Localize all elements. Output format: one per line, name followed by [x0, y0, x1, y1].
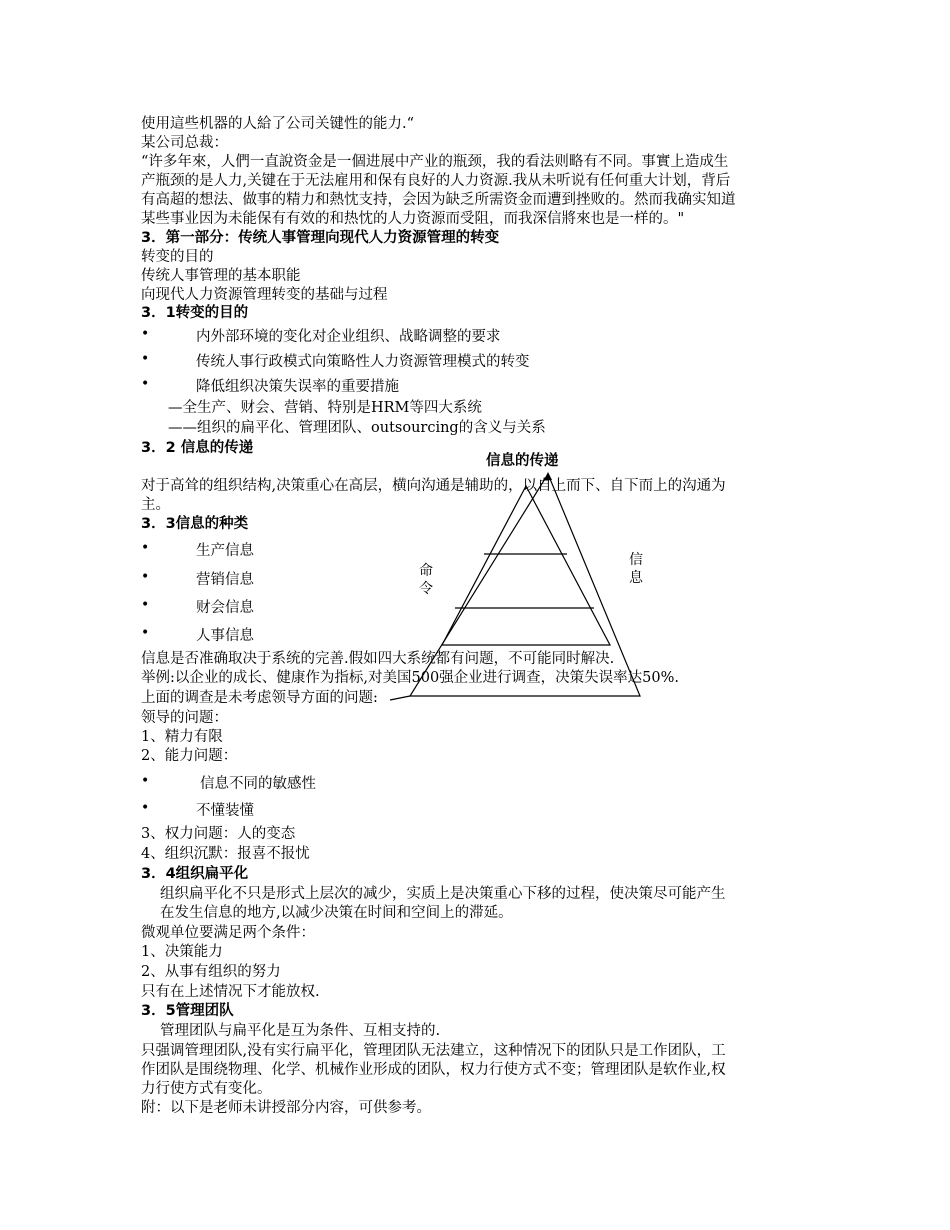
text-line: 微观单位要满足两个条件：	[141, 925, 315, 941]
text-line: 有高超的想法、做事的精力和熱忱支持，会因为缺乏所需资金而遭到挫败的。然而我确实知道	[141, 192, 736, 208]
text-line: 只有在上述情况下才能放权.	[141, 984, 320, 1000]
bullet-item: 内外部环境的变化对企业组织、战略调整的要求	[196, 329, 501, 345]
pyramid-base-line	[390, 696, 410, 700]
bullet-icon: •	[141, 597, 150, 613]
text-line: 在发生信息的地方,以减少决策在时间和空间上的滞延。	[160, 905, 513, 921]
text-line: 作团队是围绕物理、化学、机械作业形成的团队，权力行使方式不变；管理团队是软作业,权	[141, 1062, 726, 1078]
text-line: 附：以下是老师未讲授部分内容，可供参考。	[141, 1100, 431, 1116]
text-line: 组织扁平化不只是形式上层次的减少，实质上是决策重心下移的过程，使决策尽可能产生	[160, 886, 726, 902]
bullet-item: 财会信息	[196, 600, 254, 616]
text-line: 2、从事有组织的努力	[141, 964, 281, 980]
section-heading: 3．2 信息的传递	[141, 440, 254, 456]
text-line: 领导的问题：	[141, 710, 228, 726]
bullet-icon: •	[141, 800, 150, 816]
information-label: 信 息	[629, 552, 643, 586]
text-line: ——组织的扁平化、管理团队、outsourcing的含义与关系	[168, 420, 546, 436]
text-line: 主。	[141, 497, 170, 513]
text-line: “许多年來，人們一直說资金是一個进展中产业的瓶颈，我的看法则略有不同。事實上造成生	[141, 154, 729, 170]
text-line: 使用這些机器的人給了公司关键性的能力.“	[141, 116, 415, 132]
text-line: 上面的调查是未考虑领导方面的问题:	[141, 690, 378, 706]
text-line: 管理团队与扁平化是互为条件、互相支持的.	[160, 1023, 441, 1039]
bullet-icon: •	[141, 326, 150, 342]
command-label: 命 令	[419, 563, 433, 597]
bullet-item: 降低组织决策失误率的重要措施	[196, 379, 399, 395]
text-line: 转变的目的	[141, 249, 214, 265]
text-line: 产瓶颈的是人力,关键在于无法雇用和保有良好的人力资源.我从未听说有任何重大计划，背后	[141, 173, 731, 189]
text-line: 1、精力有限	[141, 729, 223, 745]
bullet-item: 传统人事行政模式向策略性人力资源管理模式的转变	[196, 354, 530, 370]
section-heading: 3．3信息的种类	[141, 516, 249, 532]
text-line: 向现代人力资源管理转变的基础与过程	[141, 287, 388, 303]
text-line: 只强调管理团队,没有实行扁平化，管理团队无法建立，这种情况下的团队只是工作团队，工	[141, 1043, 726, 1059]
bullet-icon: •	[141, 625, 150, 641]
text-line: 力行使方式有变化。	[141, 1081, 272, 1097]
bullet-item: 不懂装懂	[196, 803, 254, 819]
text-line: 4、组织沉默：报喜不报忧	[141, 846, 310, 862]
bullet-icon: •	[141, 540, 150, 556]
text-line: 信息是否准确取决于系统的完善.假如四大系统都有问题，不可能同时解决.	[141, 651, 615, 667]
text-line: —全生产、财会、营销、特别是HRM等四大系统	[168, 400, 482, 416]
section-heading: 3．4组织扁平化	[141, 866, 249, 882]
section-heading: 3．1转变的目的	[141, 305, 249, 321]
diagram-title: 信息的传递	[486, 453, 559, 469]
text-line: 传统人事管理的基本职能	[141, 268, 301, 284]
bullet-item: 信息不同的敏感性	[200, 776, 316, 792]
text-line: 对于高耸的组织结构,决策重心在高层，横向沟通是辅助的，以自上而下、自下而上的沟通为	[141, 478, 726, 494]
section-heading: 3．5管理团队	[141, 1003, 234, 1019]
text-line: 1、决策能力	[141, 944, 223, 960]
text-line: 某些事业因为未能保有有效的和热忱的人力资源而受阻，而我深信將來也是一样的。"	[141, 211, 685, 227]
bullet-icon: •	[141, 351, 150, 367]
text-line: 某公司总裁：	[141, 135, 228, 151]
text-line: 3、权力问题：人的变态	[141, 826, 296, 842]
bullet-icon: •	[141, 773, 150, 789]
bullet-item: 人事信息	[196, 628, 254, 644]
bullet-icon: •	[141, 376, 150, 392]
section-heading: 3．第一部分：传统人事管理向现代人力资源管理的转变	[141, 230, 500, 246]
bullet-icon: •	[141, 569, 150, 585]
bullet-item: 营销信息	[196, 572, 254, 588]
text-line: 举例:以企业的成长、健康作为指标,对美国500强企业进行调查，决策失误率达50%.	[141, 670, 680, 686]
text-line: 2、能力问题：	[141, 748, 238, 764]
bullet-item: 生产信息	[196, 543, 254, 559]
